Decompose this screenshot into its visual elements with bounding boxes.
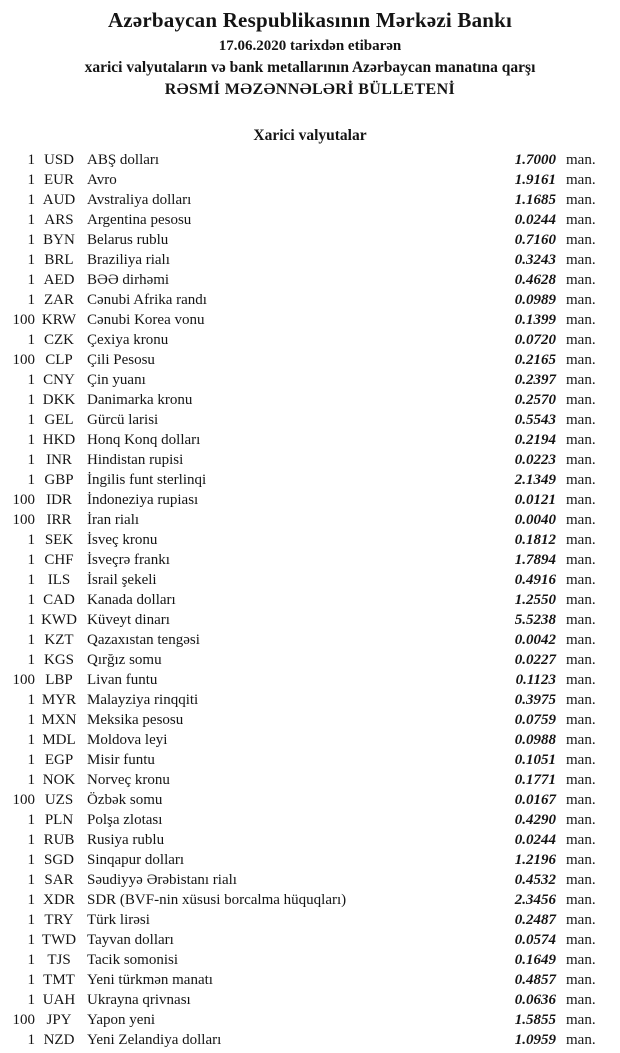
currency-name: Avro [87,172,117,188]
currency-code: KZT [44,632,74,648]
exchange-rate: 0.2165 [514,352,556,368]
currency-code: XDR [43,892,75,908]
unit-label: man. [566,412,596,428]
quantity: 1 [27,552,35,568]
rate-row [0,630,598,650]
currency-name: Misir funtu [87,752,155,768]
exchange-rate: 0.1649 [514,952,556,968]
unit-label: man. [566,332,596,348]
currency-name: Avstraliya dolları [87,192,192,208]
quantity: 100 [12,352,35,368]
quantity: 1 [27,212,35,228]
exchange-rate: 0.4628 [514,272,556,288]
unit-label: man. [566,632,596,648]
unit-label: man. [566,212,596,228]
unit-label: man. [566,852,596,868]
currency-code: CLP [45,352,73,368]
quantity: 1 [27,632,35,648]
currency-code: BYN [43,232,75,248]
quantity: 100 [12,312,35,328]
rate-row [0,590,598,610]
currency-code: TRY [44,912,74,928]
currency-code: SGD [43,852,74,868]
exchange-rate: 0.2487 [514,912,556,928]
quantity: 1 [27,332,35,348]
exchange-rate: 0.0042 [514,632,556,648]
unit-label: man. [566,472,596,488]
quantity: 1 [27,472,35,488]
quantity: 1 [27,172,35,188]
currency-code: KGS [43,652,74,668]
rate-row [0,490,598,510]
quantity: 1 [27,192,35,208]
quantity: 1 [27,932,35,948]
unit-label: man. [566,392,596,408]
rate-row [0,770,598,790]
exchange-rate: 0.1051 [514,752,556,768]
exchange-rate: 0.0988 [514,732,556,748]
exchange-rate: 1.2550 [514,592,556,608]
exchange-rate: 0.0574 [514,932,556,948]
rate-row [0,270,598,290]
unit-label: man. [566,612,596,628]
unit-label: man. [566,992,596,1008]
quantity: 1 [27,812,35,828]
unit-label: man. [566,952,596,968]
currency-code: AED [43,272,75,288]
unit-label: man. [566,872,596,888]
rate-row [0,190,598,210]
unit-label: man. [566,932,596,948]
rates-table [0,150,620,1050]
rate-row [0,890,598,910]
quantity: 1 [27,232,35,248]
currency-name: Polşa zlotası [87,812,163,828]
exchange-rate: 0.4916 [514,572,556,588]
rate-row [0,870,598,890]
quantity: 1 [27,432,35,448]
currency-code: ZAR [44,292,74,308]
currency-name: Livan funtu [87,672,158,688]
quantity: 1 [27,692,35,708]
currency-name: Norveç kronu [87,772,170,788]
rate-row [0,670,598,690]
unit-label: man. [566,1032,596,1048]
currency-code: MDL [42,732,76,748]
unit-label: man. [566,972,596,988]
quantity: 1 [27,252,35,268]
currency-name: Qırğız somu [87,652,162,668]
quantity: 100 [12,672,35,688]
currency-name: Meksika pesosu [87,712,184,728]
currency-name: Cənubi Afrika randı [87,292,207,308]
rate-row [0,370,598,390]
rate-row [0,750,598,770]
currency-name: Çin yuanı [87,372,146,388]
currency-code: HKD [42,432,76,448]
currency-code: PLN [44,812,74,828]
unit-label: man. [566,912,596,928]
currency-name: Qazaxıstan tengəsi [87,632,200,648]
quantity: 1 [27,592,35,608]
exchange-rate: 0.1123 [515,672,556,688]
currency-name: Belarus rublu [87,232,169,248]
effective-date: 17.06.2020 tarixdən etibarən [218,38,402,54]
unit-label: man. [566,572,596,588]
rate-row [0,970,598,990]
currency-code: USD [43,152,74,168]
rate-row [0,330,598,350]
quantity: 1 [27,752,35,768]
bulletin-header [0,0,620,100]
currency-code: KWD [41,612,77,628]
currency-name: Türk lirəsi [87,912,150,928]
quantity: 1 [27,772,35,788]
rate-row [0,230,598,250]
rate-row [0,350,598,370]
quantity: 1 [27,992,35,1008]
exchange-rate: 5.5238 [514,612,556,628]
exchange-rate: 0.0121 [514,492,556,508]
currency-code: IDR [46,492,72,508]
currency-code: TMT [43,972,75,988]
rate-row [0,410,598,430]
currency-name: Hindistan rupisi [87,452,184,468]
exchange-rate: 0.5543 [514,412,556,428]
rate-row [0,390,598,410]
quantity: 1 [27,892,35,908]
exchange-rate: 1.9161 [514,172,556,188]
currency-name: ABŞ dolları [87,152,160,168]
currency-code: BRL [44,252,74,268]
exchange-rate: 1.7894 [514,552,556,568]
rate-row [0,550,598,570]
quantity: 1 [27,372,35,388]
exchange-rate: 0.0636 [514,992,556,1008]
unit-label: man. [566,232,596,248]
rate-row [0,810,598,830]
currency-code: GEL [44,412,74,428]
currency-code: DKK [42,392,76,408]
section-title-foreign-currencies: Xarici valyutalar [253,127,367,144]
rate-row [0,690,598,710]
quantity: 1 [27,412,35,428]
unit-label: man. [566,832,596,848]
rate-row [0,170,598,190]
rate-row [0,850,598,870]
currency-code: RUB [43,832,75,848]
currency-code: MXN [41,712,77,728]
quantity: 1 [27,292,35,308]
currency-code: AUD [42,192,76,208]
rate-row [0,290,598,310]
currency-code: MYR [41,692,77,708]
exchange-rate: 0.3975 [514,692,556,708]
rate-row [0,210,598,230]
exchange-rate: 0.0223 [514,452,556,468]
quantity: 100 [12,512,35,528]
quantity: 1 [27,1032,35,1048]
quantity: 1 [27,852,35,868]
unit-label: man. [566,532,596,548]
rate-row [0,710,598,730]
exchange-rate: 0.3243 [514,252,556,268]
currency-name: BƏƏ dirhəmi [87,272,170,288]
unit-label: man. [566,712,596,728]
currency-name: Honq Konq dolları [87,432,201,448]
rate-row [0,510,598,530]
currency-name: Rusiya rublu [87,832,165,848]
quantity: 1 [27,612,35,628]
currency-code: GBP [44,472,74,488]
currency-name: SDR (BVF-nin xüsusi borcalma hüquqları) [87,892,347,908]
exchange-rate: 0.7160 [514,232,556,248]
bank-name: Azərbaycan Respublikasının Mərkəzi Bankı [107,8,513,32]
rate-row [0,930,598,950]
exchange-rate: 0.2397 [514,372,556,388]
quantity: 100 [12,1012,35,1028]
bulletin-title: RƏSMİ MƏZƏNNƏLƏRİ BÜLLETENİ [164,81,456,98]
exchange-rate: 0.2570 [514,392,556,408]
currency-name: Tacik somonisi [87,952,179,968]
rate-row [0,1010,598,1030]
currency-code: CZK [44,332,74,348]
currency-name: Özbək somu [87,792,163,808]
exchange-rate: 0.1399 [514,312,556,328]
exchange-rate: 0.0989 [514,292,556,308]
unit-label: man. [566,592,596,608]
currency-code: CHF [44,552,74,568]
currency-name: Ukrayna qrivnası [87,992,191,1008]
unit-label: man. [566,892,596,908]
exchange-rate: 0.1812 [514,532,556,548]
currency-code: NZD [43,1032,75,1048]
currency-code: TJS [47,952,71,968]
currency-code: KRW [41,312,77,328]
quantity: 1 [27,532,35,548]
quantity: 1 [27,272,35,288]
quantity: 1 [27,452,35,468]
unit-label: man. [566,372,596,388]
currency-code: EUR [44,172,74,188]
unit-label: man. [566,552,596,568]
currency-code: TWD [41,932,77,948]
currency-code: NOK [42,772,76,788]
currency-code: CAD [43,592,75,608]
exchange-rate: 2.1349 [514,472,556,488]
unit-label: man. [566,252,596,268]
currency-name: Çili Pesosu [87,352,155,368]
quantity: 1 [27,912,35,928]
unit-label: man. [566,452,596,468]
exchange-rate: 0.0244 [514,832,556,848]
currency-name: Cənubi Korea vonu [87,312,205,328]
quantity: 100 [12,792,35,808]
currency-code: CNY [43,372,75,388]
currency-code: IRR [46,512,72,528]
unit-label: man. [566,492,596,508]
currency-code: SAR [44,872,74,888]
quantity: 1 [27,872,35,888]
unit-label: man. [566,172,596,188]
currency-name: Kanada dolları [87,592,176,608]
unit-label: man. [566,732,596,748]
rate-row [0,910,598,930]
currency-name: Sinqapur dolları [87,852,185,868]
unit-label: man. [566,692,596,708]
rate-row [0,570,598,590]
unit-label: man. [566,652,596,668]
currency-name: Gürcü larisi [87,412,159,428]
exchange-rate: 0.0244 [514,212,556,228]
unit-label: man. [566,432,596,448]
rate-row [0,830,598,850]
currency-name: Moldova leyi [87,732,168,748]
exchange-rate: 0.4290 [514,812,556,828]
exchange-rate: 0.2194 [514,432,556,448]
rate-row [0,430,598,450]
unit-label: man. [566,792,596,808]
quantity: 1 [27,652,35,668]
currency-name: Yeni Zelandiya dolları [87,1032,222,1048]
currency-name: Danimarka kronu [87,392,193,408]
currency-code: SEK [44,532,74,548]
exchange-rate: 0.4532 [514,872,556,888]
quantity: 1 [27,712,35,728]
unit-label: man. [566,312,596,328]
quantity: 1 [27,972,35,988]
currency-name: İsrail şekeli [87,572,157,588]
currency-code: ILS [47,572,71,588]
exchange-rate: 0.0720 [514,332,556,348]
currency-name: Malayziya rinqqiti [87,692,199,708]
quantity: 1 [27,732,35,748]
rate-row [0,730,598,750]
quantity: 1 [27,152,35,168]
exchange-rate: 0.0040 [514,512,556,528]
quantity: 100 [12,492,35,508]
rate-row [0,650,598,670]
exchange-rate: 0.0167 [514,792,556,808]
unit-label: man. [566,272,596,288]
currency-code: EGP [44,752,74,768]
unit-label: man. [566,752,596,768]
rate-row [0,610,598,630]
currency-code: UZS [44,792,74,808]
exchange-rate: 1.7000 [514,152,556,168]
quantity: 1 [27,572,35,588]
currency-name: İsveçrə frankı [87,552,170,568]
currency-name: Küveyt dinarı [87,612,170,628]
currency-name: Braziliya rialı [87,252,170,268]
rate-row [0,530,598,550]
currency-name: Səudiyyə Ərəbistanı rialı [87,872,237,888]
exchange-rate: 0.0227 [514,652,556,668]
rate-row [0,150,598,170]
quantity: 1 [27,832,35,848]
currency-name: Argentina pesosu [87,212,192,228]
unit-label: man. [566,192,596,208]
unit-label: man. [566,152,596,168]
rate-row [0,310,598,330]
exchange-rate: 1.2196 [514,852,556,868]
unit-label: man. [566,512,596,528]
unit-label: man. [566,672,596,688]
quantity: 1 [27,392,35,408]
exchange-rate: 1.1685 [514,192,556,208]
unit-label: man. [566,812,596,828]
rate-row [0,790,598,810]
unit-label: man. [566,292,596,308]
quantity: 1 [27,952,35,968]
exchange-rate: 0.4857 [514,972,556,988]
unit-label: man. [566,352,596,368]
rate-row [0,470,598,490]
exchange-rate: 1.5855 [514,1012,556,1028]
currency-code: INR [46,452,72,468]
unit-label: man. [566,1012,596,1028]
currency-code: UAH [42,992,76,1008]
rate-row [0,250,598,270]
currency-name: İndoneziya rupiası [87,492,199,508]
currency-name: Tayvan dolları [87,932,174,948]
exchange-rate: 2.3456 [514,892,556,908]
currency-name: Yapon yeni [87,1012,156,1028]
currency-name: İran rialı [87,512,140,528]
currency-code: JPY [46,1012,72,1028]
rate-row [0,450,598,470]
exchange-rate: 1.0959 [514,1032,556,1048]
currency-name: İngilis funt sterlinqi [87,472,207,488]
exchange-rate: 0.0759 [514,712,556,728]
currency-code: LBP [45,672,73,688]
rate-row [0,990,598,1010]
currency-name: İsveç kronu [87,532,158,548]
rate-row [0,1030,598,1050]
currency-name: Çexiya kronu [87,332,169,348]
currency-code: ARS [44,212,74,228]
exchange-rate: 0.1771 [514,772,556,788]
unit-label: man. [566,772,596,788]
scope-line: xarici valyutaların və bank metallarının Azərbaycan manatına qarşı [84,59,536,76]
currency-name: Yeni türkmən manatı [87,972,213,988]
rate-row [0,950,598,970]
